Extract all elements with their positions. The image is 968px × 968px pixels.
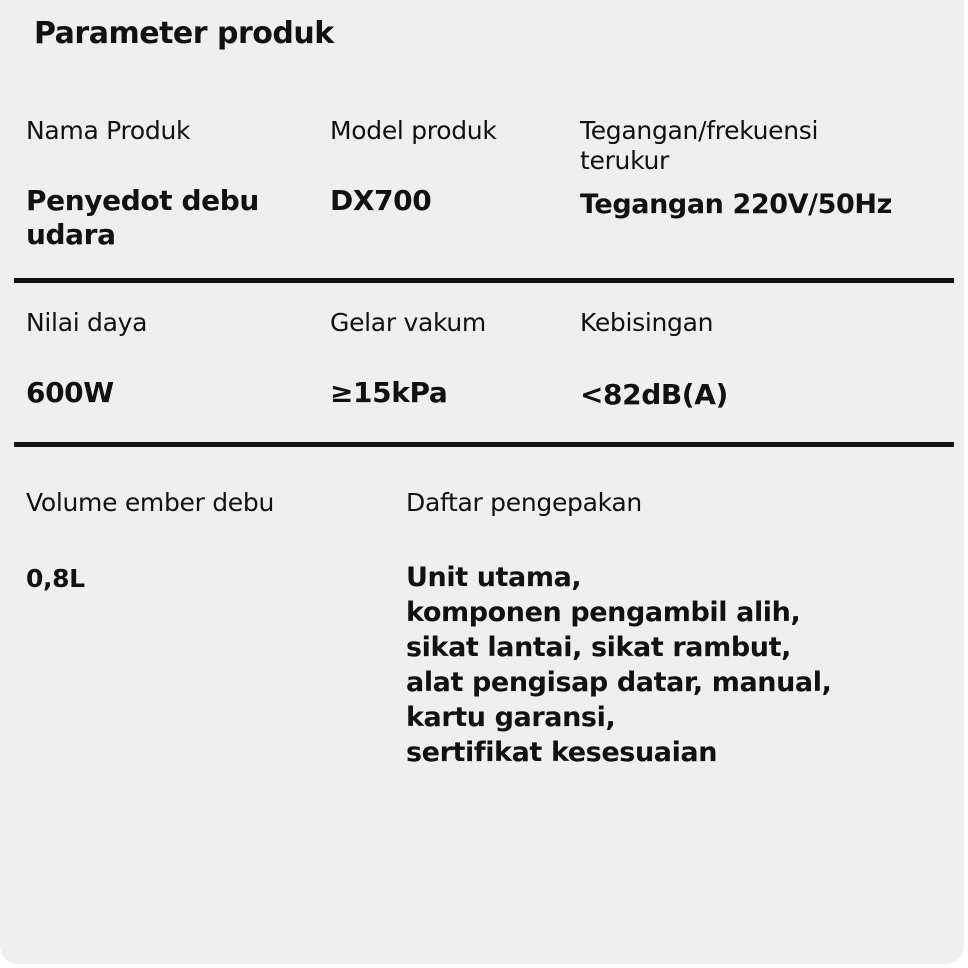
packing-list (406, 560, 831, 770)
power-label: Nilai daya (26, 308, 148, 337)
noise-label: Kebisingan (580, 308, 714, 337)
noise-value: <82dB(A) (580, 378, 728, 411)
vacuum-value: ≥15kPa (330, 376, 448, 409)
voltage-label-line: terukur (580, 146, 670, 175)
voltage-value: Tegangan 220V/50Hz (580, 189, 892, 220)
row-divider (14, 278, 954, 283)
power-value: 600W (26, 376, 114, 409)
packing-list-item: komponen pengambil alih, (406, 597, 801, 628)
row-divider (14, 442, 954, 447)
packing-list-item: Unit utama, (406, 562, 582, 593)
model-label: Model produk (330, 116, 497, 145)
dust-volume-label: Volume ember debu (26, 488, 275, 517)
packing-list-label: Daftar pengepakan (406, 488, 642, 517)
vacuum-label: Gelar vakum (330, 308, 486, 337)
voltage-label-line: Tegangan/frekuensi (580, 116, 819, 145)
packing-list-item: kartu garansi, (406, 702, 616, 733)
packing-list-item: sertifikat kesesuaian (406, 737, 718, 768)
product-name-value (26, 184, 259, 252)
packing-list-item: sikat lantai, sikat rambut, (406, 632, 791, 663)
dust-volume-value: 0,8L (26, 564, 85, 593)
product-name-value-line: udara (26, 218, 116, 251)
page-title: Parameter produk (34, 16, 334, 51)
model-value: DX700 (330, 184, 432, 217)
packing-list-item: alat pengisap datar, manual, (406, 667, 832, 698)
product-name-label: Nama Produk (26, 116, 191, 145)
product-name-value-line: Penyedot debu (26, 184, 259, 217)
voltage-label (580, 116, 818, 176)
